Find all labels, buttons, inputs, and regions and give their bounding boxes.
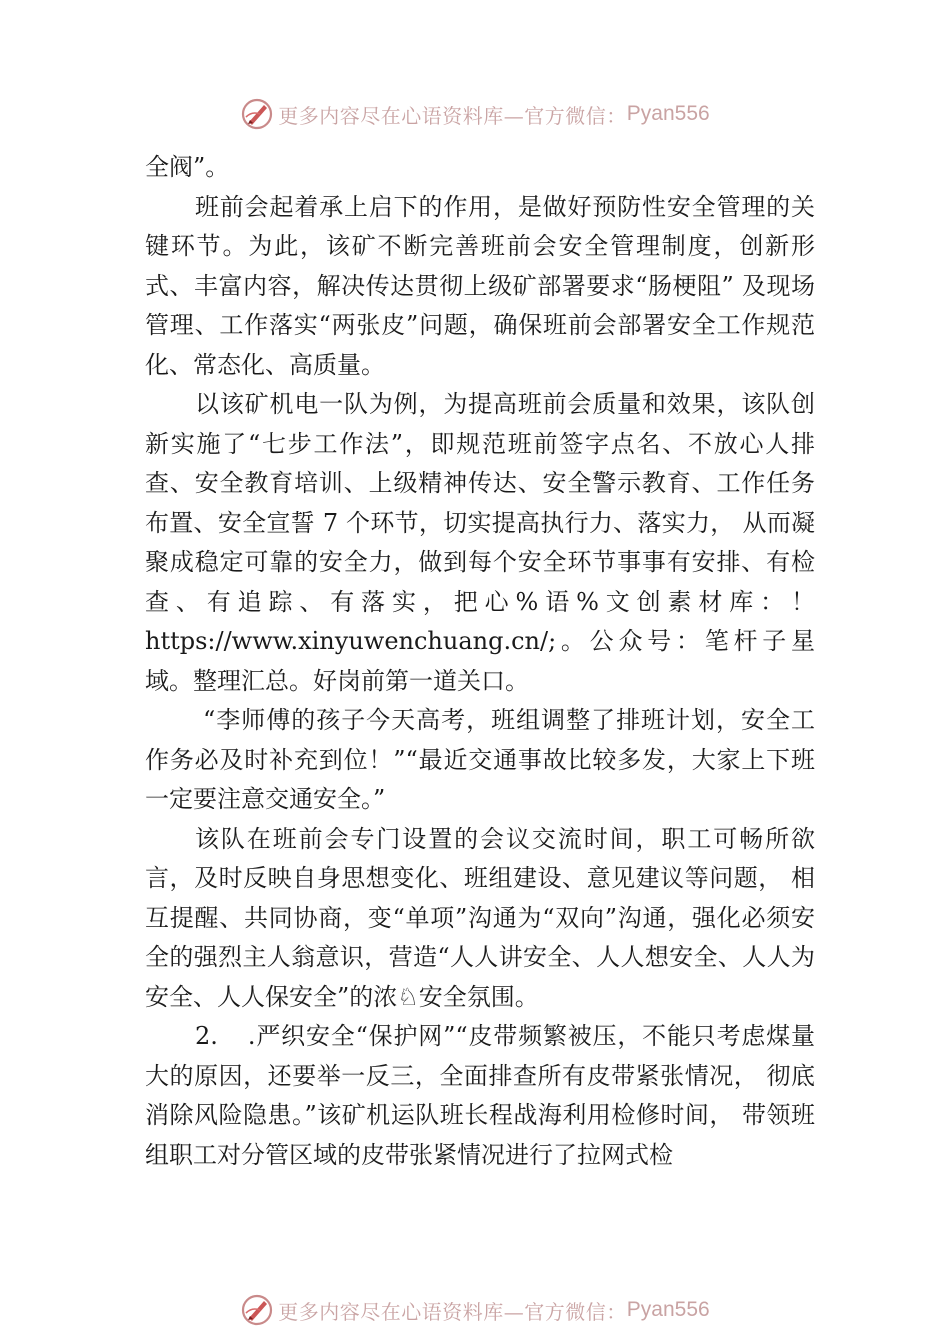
list-number: 2.	[195, 1022, 218, 1050]
paragraph: 以该矿机电一队为例，为提高班前会质量和效果，该队创新实施了“七步工作法”，即规范班前签字点名、不放心人排查、安全教育培训、上级精神传达、安全警示教育、工作任务布置、安全宣誓 7 个环节，切实提高执行力、落实力， 从而凝聚成稳定可靠的安全力，做到每个安全环节事事有安排、有检查、有追踪、有落实，把心%语%文创素材库：！https://www.xinyuwenchuang.cn/;。公众号：笔杆子星域。整理汇总。好岗前第一道关口。	[145, 390, 815, 695]
numbered-paragraph	[145, 1017, 815, 1175]
paragraph: 班前会起着承上启下的作用，是做好预防性安全管理的关键环节。为此，该矿不断完善班前会安全管理制度，创新形式、丰富内容，解决传达贯彻上级矿部署要求“肠梗阻” 及现场管理、工作落实“两张皮”问题，确保班前会部署安全工作规范化、常态化、高质量。	[145, 192, 815, 379]
paragraph: 全阀”。	[145, 153, 230, 181]
watermark-text: 更多内容尽在心语资料库—官方微信：	[278, 103, 627, 128]
footer-watermark	[0, 1290, 950, 1330]
watermark-text: 更多内容尽在心语资料库—官方微信：	[278, 1299, 627, 1324]
document-body	[145, 148, 815, 1175]
paragraph: “李师傅的孩子今天高考，班组调整了排班计划，安全工作务必及时补充到位！”“最近交通事故比较多发，大家上下班一定要注意交通安全。”	[145, 706, 815, 813]
paragraph-text: .严织安全“保护网”“皮带频繁被压，不能只考虑煤量大的原因，还要举一反三，全面排查所有皮带紧张情况， 彻底消除风险隐患。”该矿机运队班长程战海利用检修时间， 带领班组职工对分管区域的皮带张紧情况进行了拉网式检	[145, 1022, 815, 1169]
pen-seal-icon	[240, 1293, 274, 1327]
watermark-id: Pyan556	[626, 1298, 710, 1321]
pen-seal-icon	[240, 97, 274, 131]
header-watermark	[0, 94, 950, 134]
paragraph: 该队在班前会专门设置的会议交流时间，职工可畅所欲言，及时反映自身思想变化、班组建设、意见建议等问题， 相互提醒、共同协商，变“单项”沟通为“双向”沟通，强化必须安全的强烈主人翁意识，营造“人人讲安全、人人想安全、人人为安全、人人保安全”的浓♘安全氛围。	[145, 824, 815, 1011]
watermark-id: Pyan556	[626, 102, 710, 125]
